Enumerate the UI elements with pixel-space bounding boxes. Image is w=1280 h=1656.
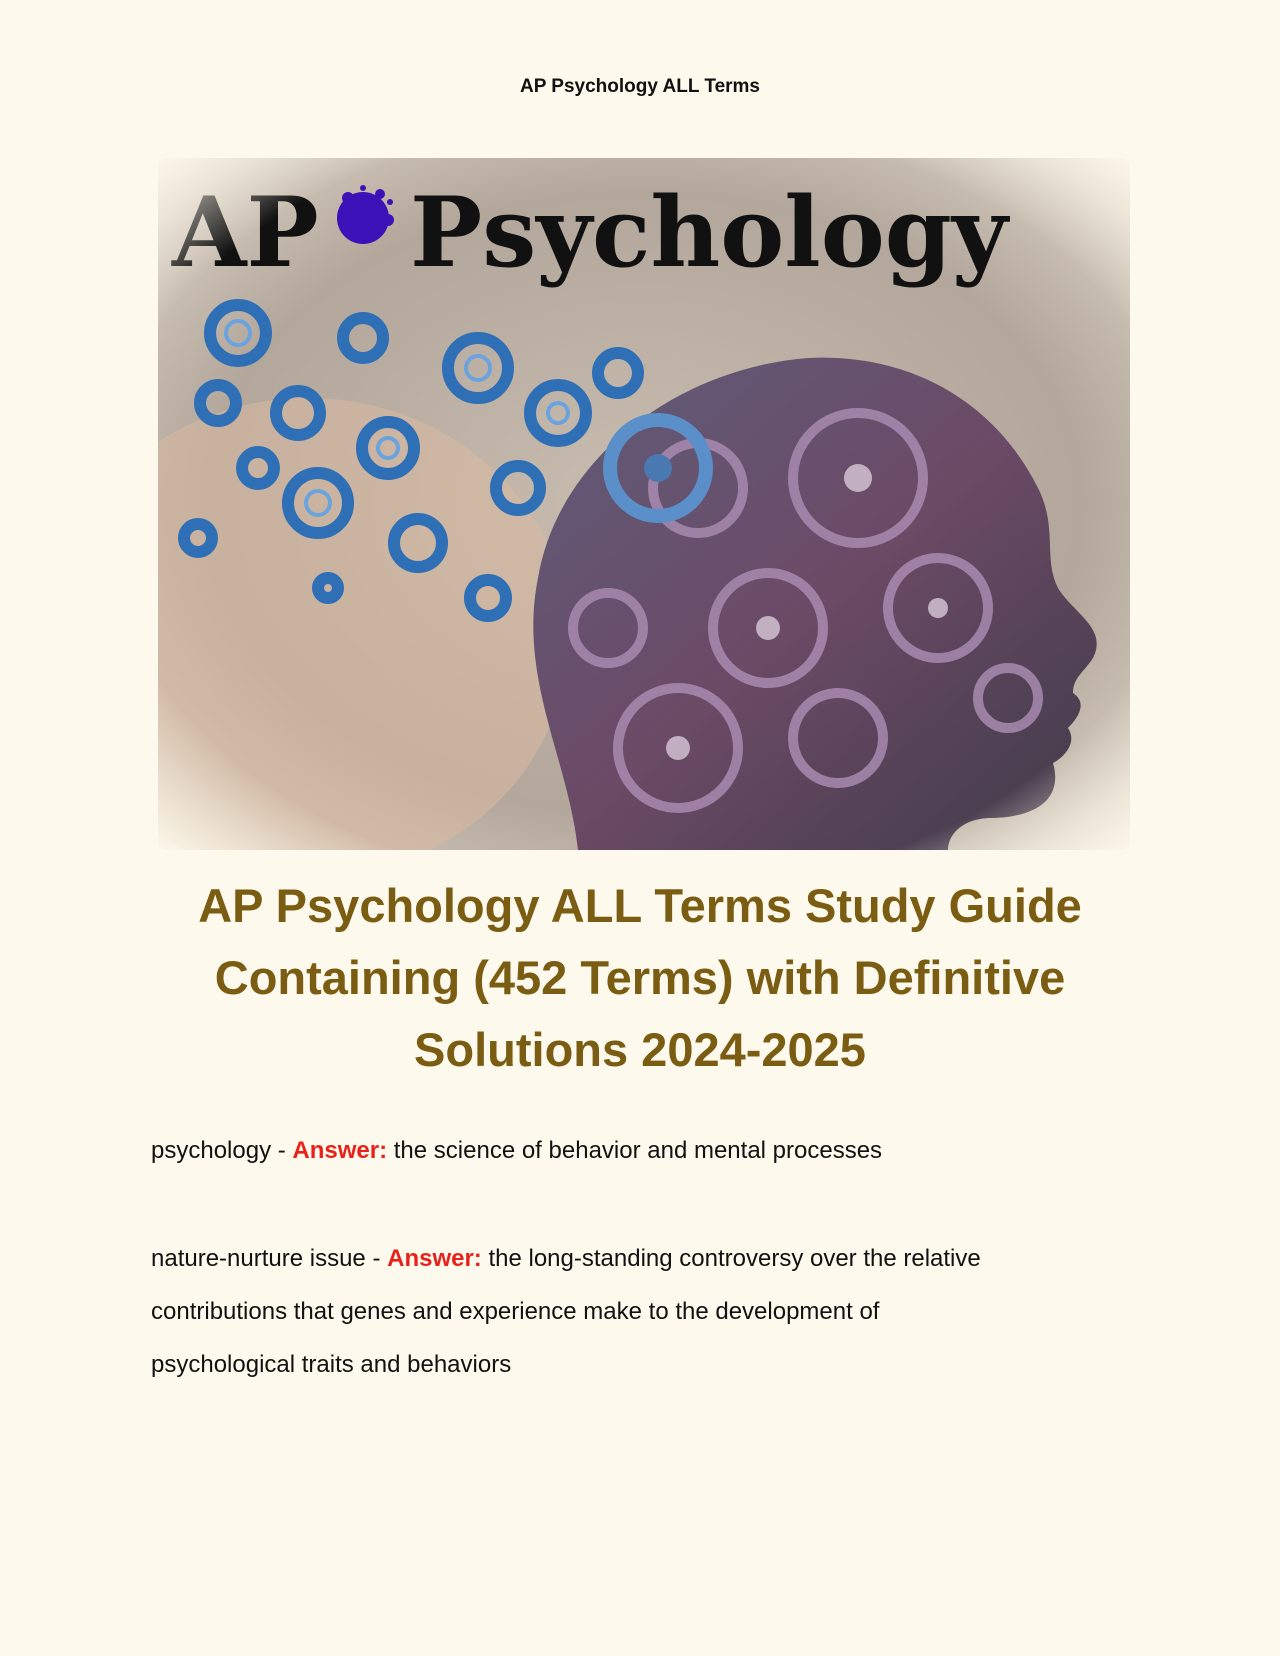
term-entry (151, 1124, 1151, 1177)
term-definition: the long-standing controversy over the relative (481, 1245, 981, 1272)
term-name: psychology - (151, 1137, 293, 1164)
page-header: AP Psychology ALL Terms (519, 76, 761, 97)
term-definition-cont: contributions that genes and experience make to the development of (151, 1298, 880, 1325)
answer-label: Answer: (387, 1245, 482, 1272)
term-entry (151, 1232, 1151, 1391)
term-definition-cont: psychological traits and behaviors (151, 1351, 512, 1378)
cover-image (158, 158, 1130, 850)
title-line-3: Solutions 2024-2025 (414, 1023, 866, 1076)
term-name: nature-nurture issue - (151, 1245, 388, 1272)
term-definition: the science of behavior and mental processes (387, 1137, 883, 1164)
title-line-2: Containing (452 Terms) with Definitive (214, 951, 1066, 1004)
title-line-1: AP Psychology ALL Terms Study Guide (198, 879, 1082, 932)
document-title (120, 870, 1160, 1086)
answer-label: Answer: (292, 1137, 388, 1164)
